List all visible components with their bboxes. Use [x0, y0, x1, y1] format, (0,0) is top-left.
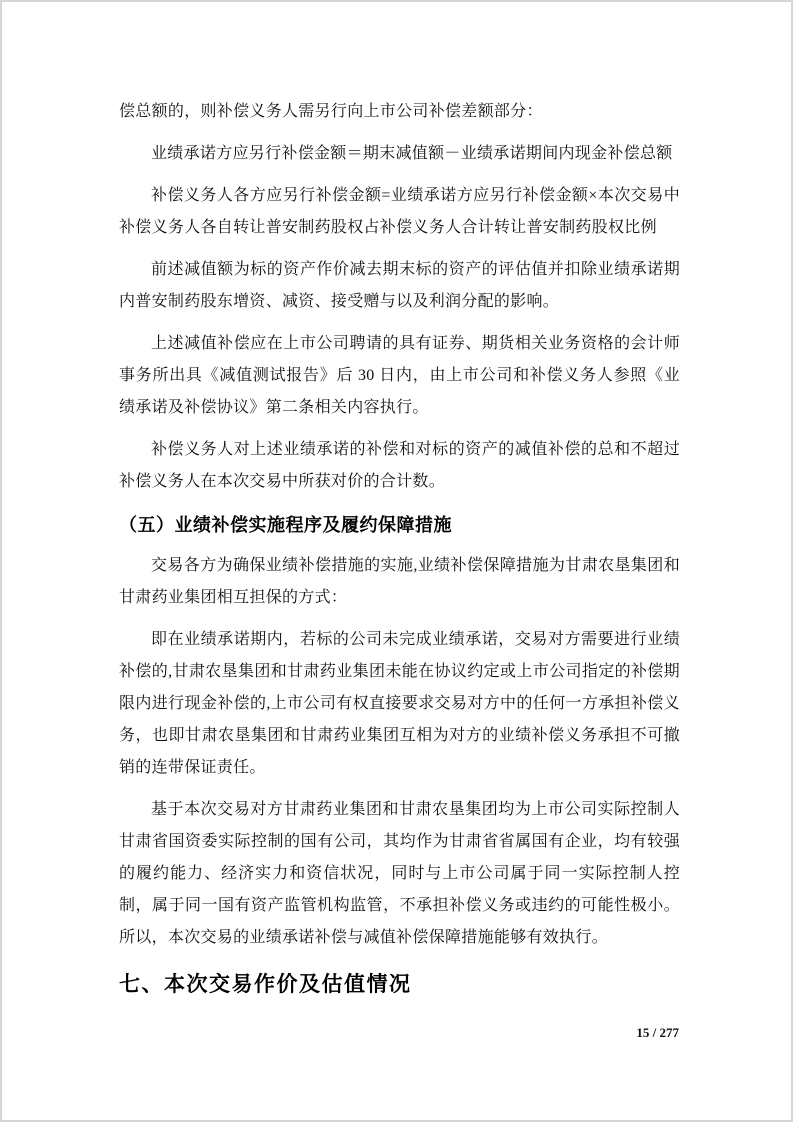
- page-number: 15 / 277: [636, 1025, 679, 1040]
- body-paragraph: 补偿义务人对上述业绩承诺的补偿和对标的资产的减值补偿的总和不超过补偿义务人在本次交易中所获对价的合计数。: [119, 441, 680, 490]
- body-paragraph: 基于本次交易对方甘肃药业集团和甘肃农垦集团均为上市公司实际控制人甘肃省国资委实际控制的国有公司，其均作为甘肃省省属国有企业，均有较强的履约能力、经济实力和资信状况，同时与上市公司属于同一实际控制人控制，属于同一国有资产监管机构监管，不承担补偿义务或违约的可能性极小。所以，本次交易的业绩承诺补偿与减值补偿保障措施能够有效执行。: [119, 801, 680, 946]
- body-paragraph: 即在业绩承诺期内，若标的公司未完成业绩承诺，交易对方需要进行业绩补偿的,甘肃农垦集团和甘肃药业集团未能在协议约定或上市公司指定的补偿期限内进行现金补偿的,上市公司有权直接要求交易对方中的任何一方承担补偿义务，也即甘肃农垦集团和甘肃药业集团互相为对方的业绩补偿义务承担不可撤销的连带保证责任。: [119, 631, 680, 776]
- body-paragraph-continuation: 偿总额的，则补偿义务人需另行向上市公司补偿差额部分：: [119, 103, 543, 120]
- formula-paragraph: 业绩承诺方应另行补偿金额＝期末减值额－业绩承诺期间内现金补偿总额: [151, 145, 673, 162]
- body-paragraph: 前述减值额为标的资产作价减去期末标的资产的评估值并扣除业绩承诺期内普安制药股东增资、减资、接受赠与以及利润分配的影响。: [119, 261, 680, 310]
- section-heading-5: （五）业绩补偿实施程序及履约保障措施: [119, 515, 452, 535]
- body-paragraph: 上述减值补偿应在上市公司聘请的具有证券、期货相关业务资格的会计师事务所出具《减值测试报告》后 30 日内，由上市公司和补偿义务人参照《业绩承诺及补偿协议》第二条相关内容执行。: [119, 335, 680, 416]
- body-paragraph: 交易各方为确保业绩补偿措施的实施,业绩补偿保障措施为甘肃农垦集团和甘肃药业集团相互担保的方式：: [119, 557, 680, 606]
- chapter-heading-7: 七、本次交易作价及估值情况: [119, 973, 412, 996]
- page-content: [119, 96, 680, 1000]
- formula-paragraph: 补偿义务人各方应另行补偿金额=业绩承诺方应另行补偿金额×本次交易中补偿义务人各自转让普安制药股权占补偿义务人合计转让普安制药股权比例: [119, 187, 680, 236]
